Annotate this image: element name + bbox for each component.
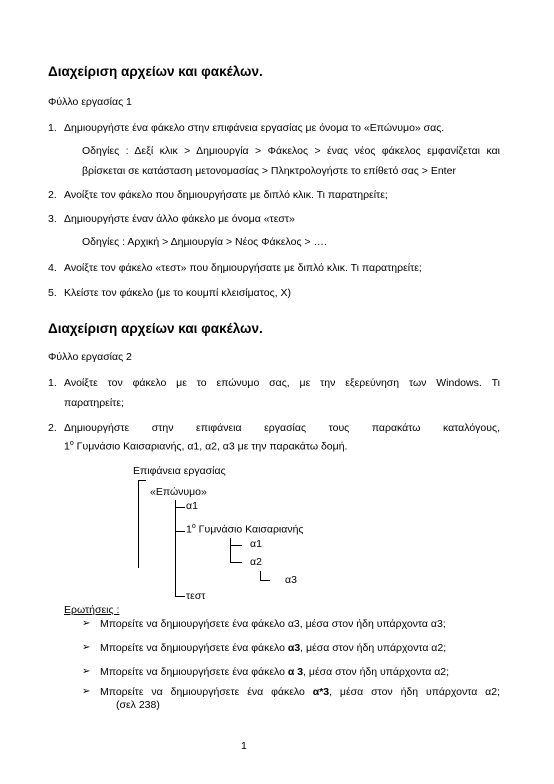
item-text: Ανοίξτε τον φάκελο «τεστ» που δημιουργήσατε με διπλό κλικ. Τι παρατηρείτε; [64, 262, 422, 274]
tree-node-test: τεστ [186, 590, 206, 602]
item-number: 4. [48, 262, 57, 274]
item-text: Κλείστε τον φάκελο (με το κουμπί κλεισίματος, Χ) [64, 287, 291, 299]
tree-node-surname: «Επώνυμο» [150, 486, 207, 498]
question-text: , μέσα στον ήδη υπάρχοντα α2; [329, 686, 500, 698]
tree-connector [230, 562, 242, 563]
tree-node-school-a2: α2 [250, 556, 262, 568]
instructions-line: βρίσκεται σε κατάσταση μετονομασίας > Πληκτρολογήστε το επίθετό σας > Enter [82, 165, 456, 177]
question-4 [100, 686, 500, 698]
school-number: 1 [186, 523, 192, 536]
instructions-line: Οδηγίες : Δεξί κλικ > Δημιουργία > Φάκελος > ένας νέος φάκελος εμφανίζεται και [82, 145, 500, 157]
instructions-line: Οδηγίες : Αρχική > Δημιουργία > Νέος Φάκελος > …. [82, 236, 327, 248]
item-text: Ανοίξτε τον φάκελο με το επώνυμο σας, με την εξερεύνηση των Windows. Τι [64, 377, 500, 389]
tree-node-school-a1: α1 [250, 538, 262, 550]
question-text: Μπορείτε να δημιουργήσετε ένα φάκελο [100, 686, 313, 698]
question-1: Μπορείτε να δημιουργήσετε ένα φάκελο α3, μέσα στον ήδη υπάρχοντα α3; [100, 618, 446, 630]
bullet-arrow-icon: ➢ [82, 666, 91, 677]
tree-connector [175, 507, 185, 508]
item-number: 2. [48, 422, 57, 434]
tree-connector [138, 480, 139, 568]
tree-connector [260, 580, 270, 581]
item-text-continued: παρατηρείτε; [64, 397, 124, 409]
question-text: Μπορείτε να δημιουργήσετε ένα φάκελο [100, 642, 288, 654]
ordinal-rest: Γυμνάσιο Καισαριανής, α1, α2, α3 με την παρακάτω δομή. [73, 440, 348, 453]
item-text: Ανοίξτε τον φάκελο που δημιουργήσατε με διπλό κλικ. Τι παρατηρείτε; [64, 189, 388, 201]
question-text: , μέσα στον ήδη υπάρχοντα α2; [300, 642, 447, 654]
question-2 [100, 642, 446, 654]
item-text: Δημιουργήστε ένα φάκελο στην επιφάνεια εργασίας με όνομα το «Επώνυμο» σας. [64, 122, 445, 134]
item-text: Δημιουργήστε στην επιφάνεια εργασίας τους παρακάτω καταλόγους, [64, 422, 500, 434]
section2-title: Διαχείριση αρχείων και φακέλων. [48, 321, 263, 336]
school-name: Γυμνάσιο Καισαριανής [195, 523, 304, 536]
tree-node-a1: α1 [186, 500, 198, 512]
item-number: 2. [48, 189, 57, 201]
bullet-arrow-icon: ➢ [82, 642, 91, 653]
ordinal-superscript: ο [69, 440, 74, 447]
ordinal-number: 1 [64, 440, 70, 453]
tree-connector [175, 596, 185, 597]
bullet-arrow-icon: ➢ [82, 618, 91, 629]
tree-connector [138, 480, 146, 481]
question-folder-name: α3 [287, 642, 301, 654]
page-number: 1 [241, 740, 247, 752]
item-number: 3. [48, 213, 57, 225]
tree-connector [230, 538, 231, 563]
questions-label: Ερωτήσεις : [64, 604, 120, 616]
tree-connector [230, 545, 242, 546]
tree-connector [175, 531, 185, 532]
tree-connector [175, 500, 176, 597]
section2-sheet-label: Φύλλο εργασίας 2 [48, 351, 132, 363]
item-number: 1. [48, 377, 57, 389]
question-text: Μπορείτε να δημιουργήσετε ένα φάκελο [100, 666, 288, 678]
section1-title: Διαχείριση αρχείων και φακέλων. [48, 64, 263, 79]
tree-connector [260, 571, 261, 580]
section1-sheet-label: Φύλλο εργασίας 1 [48, 96, 132, 108]
page-reference: (σελ 238) [116, 699, 160, 711]
question-3 [100, 666, 449, 678]
bullet-arrow-icon: ➢ [82, 686, 91, 697]
item-number: 5. [48, 287, 57, 299]
question-text: , μέσα στον ήδη υπάρχοντα α2; [303, 666, 450, 678]
school-superscript: ο [191, 523, 196, 530]
question-folder-name: α*3 [312, 686, 330, 698]
tree-node-a3: α3 [285, 574, 297, 586]
item-text: Δημιουργήστε έναν άλλο φάκελο με όνομα «τεστ» [64, 213, 295, 225]
item-number: 1. [48, 122, 57, 134]
question-folder-name: α 3 [287, 666, 304, 678]
item-text-continued [64, 440, 347, 453]
tree-root-desktop: Επιφάνεια εργασίας [133, 465, 226, 477]
tree-node-school [186, 523, 304, 536]
